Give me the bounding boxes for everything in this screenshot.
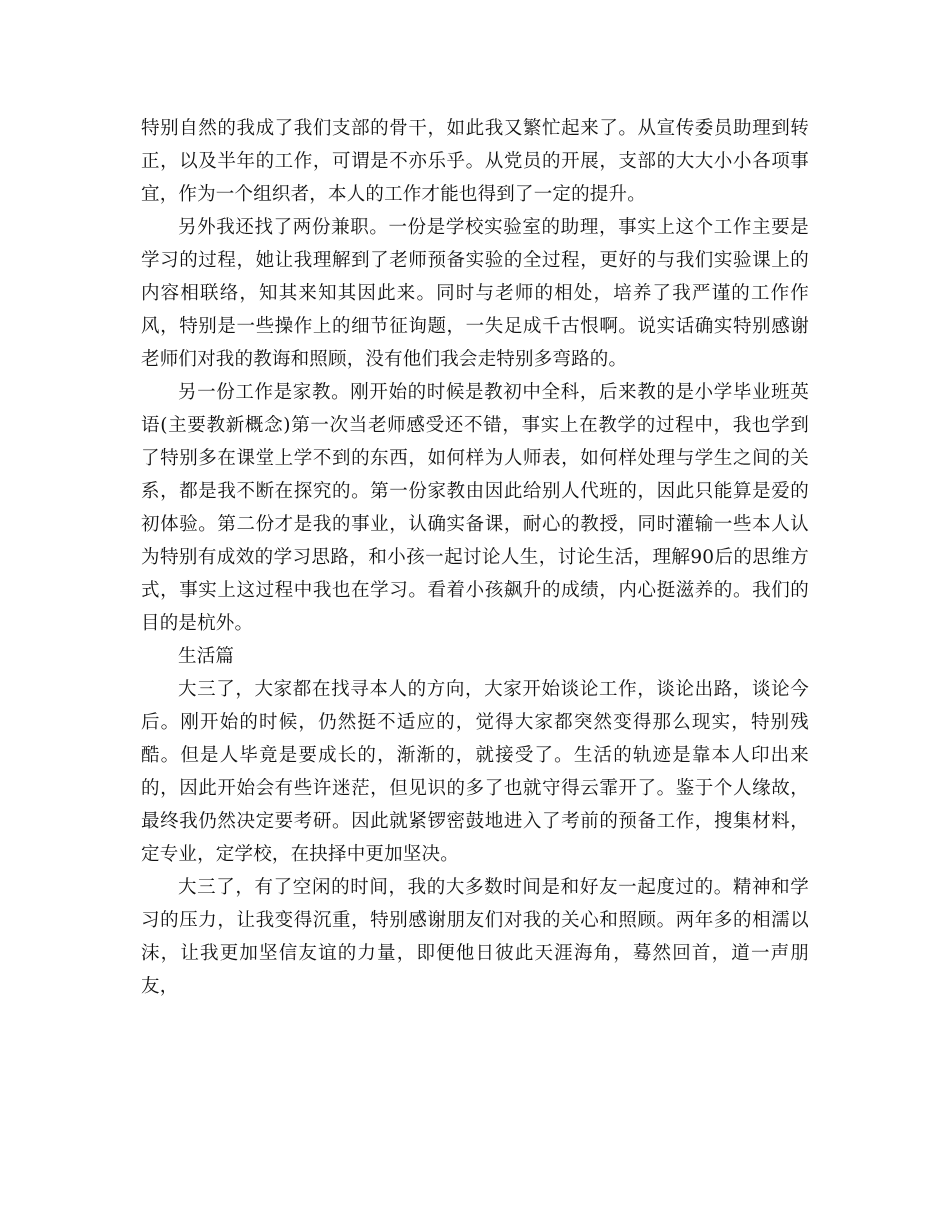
paragraph-junior-year-direction: 大三了，大家都在找寻本人的方向，大家开始谈论工作，谈论出路，谈论今后。刚开始的时候，仍然挺不适应的，觉得大家都突然变得那么现实，特别残酷。但是人毕竟是要成长的，渐渐的，就接受了。生活的轨迹是靠本人印出来的，因此开始会有些许迷茫，但见识的多了也就守得云霏开了。鉴于个人缘故，最终我仍然决定要考研。因此就紧锣密鼓地进入了考前的预备工作，搜集材料，定专业，定学校，在抉择中更加坚决。 bbox=[141, 679, 809, 865]
paragraph-friendship: 大三了，有了空闲的时间，我的大多数时间是和好友一起度过的。精神和学习的压力，让我变得沉重，特别感谢朋友们对我的关心和照顾。两年多的相濡以沫，让我更加坚信友谊的力量，即便他日彼此天涯海角，蓦然回首，道一声朋友， bbox=[141, 877, 809, 997]
paragraph-party-branch: 特别自然的我成了我们支部的骨干，如此我又繁忙起来了。从宣传委员助理到转正，以及半年的工作，可谓是不亦乐乎。从党员的开展，支部的大大小小各项事宜，作为一个组织者，本人的工作才能也得到了一定的提升。 bbox=[141, 118, 809, 205]
paragraph-tutoring: 另一份工作是家教。刚开始的时候是教初中全科，后来教的是小学毕业班英语(主要教新概念)第一次当老师感受还不错，事实上在教学的过程中，我也学到了特别多在课堂上学不到的东西，如何样为人师表，如何样处理与学生之间的关系，都是我不断在探究的。第一份家教由因此给别人代班的，因此只能算是爱的初体验。第二份才是我的事业，认确实备课，耐心的教授，同时灌输一些本人认为特别有成效的学习思路，和小孩一起讨论人生，讨论生活，理解90后的思维方式，事实上这过程中我也在学习。看着小孩飙升的成绩，内心挺滋养的。我们的目的是杭外。 bbox=[141, 382, 809, 634]
paragraph-part-time-jobs: 另外我还找了两份兼职。一份是学校实验室的助理，事实上这个工作主要是学习的过程，她让我理解到了老师预备实验的全过程，更好的与我们实验课上的内容相联络，知其来知其因此来。同时与老师的相处，培养了我严谨的工作作风，特别是一些操作上的细节征询题，一失足成千古恨啊。说实话确实特别感谢老师们对我的教诲和照顾，没有他们我会走特别多弯路的。 bbox=[141, 217, 809, 370]
document-body bbox=[141, 112, 809, 1003]
section-heading-life: 生活篇 bbox=[178, 646, 235, 667]
